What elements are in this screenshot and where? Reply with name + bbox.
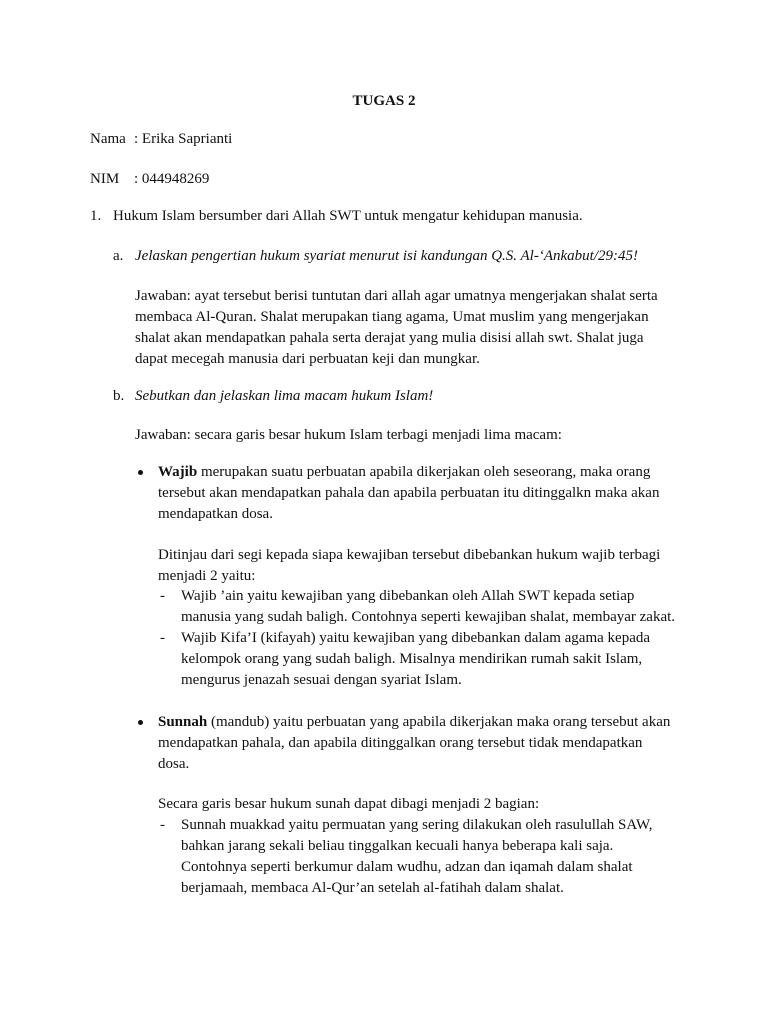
wajib-kifai-line: mengurus jenazah sesuai dengan syariat Islam. [181, 672, 462, 688]
part-a-answer-line: dapat mecegah manusia dari perbuatan keji dan mungkar. [135, 351, 480, 367]
sunnah-muakkad-line: bahkan jarang sekali beliau tinggalkan kecuali hanya beberapa kali saja. [181, 838, 614, 854]
part-b-question: Sebutkan dan jelaskan lima macam hukum Islam! [135, 388, 434, 404]
wajib-first-line [158, 462, 650, 483]
wajib-kifai-line: Wajib Kifa’I (kifayah) yaitu kewajiban yang dibebankan dalam agama kepada [181, 630, 651, 646]
part-a-answer-line: shalat akan mendapatkan pahala serta derajat yang mulia disisi allah swt. Shalat juga [135, 330, 644, 346]
wajib-term: Wajib [158, 464, 198, 480]
nim-value: : 044948269 [134, 171, 210, 187]
wajib-line: tersebut akan mendapatkan pahala dan apabila perbuatan itu ditinggalkn maka akan [158, 485, 660, 501]
sunnah-first-line [158, 712, 670, 733]
dash-marker: - [160, 588, 165, 604]
part-a-answer-line: Jawaban: ayat tersebut berisi tuntutan dari allah agar umatnya mengerjakan shalat serta [135, 288, 658, 304]
dash-marker: - [160, 817, 165, 833]
name-label: Nama [90, 131, 126, 147]
bullet-point [138, 470, 143, 475]
nim-field [90, 169, 209, 190]
nim-label: NIM [90, 171, 120, 187]
question-text: Hukum Islam bersumber dari Allah SWT untuk mengatur kehidupan manusia. [113, 208, 583, 224]
wajib-ain-line: manusia yang sudah baligh. Contohnya seperti kewajiban shalat, membayar zakat. [181, 609, 676, 625]
wajib-kifai-line: kelompok orang yang sudah baligh. Misalnya mendirikan rumah sakit Islam, [181, 651, 643, 667]
wajib-sub-intro: Ditinjau dari segi kepada siapa kewajiban tersebut dibebankan hukum wajib terbagi [158, 547, 661, 563]
sunnah-muakkad-line: Sunnah muakkad yaitu permuatan yang sering dilakukan oleh rasulullah SAW, [181, 817, 653, 833]
sunnah-first-line-rest: (mandub) yaitu perbuatan yang apabila dikerjakan maka orang tersebut akan [207, 714, 671, 730]
wajib-sub-intro: menjadi 2 yaitu: [158, 568, 256, 584]
wajib-first-line-rest: merupakan suatu perbuatan apabila dikerjakan oleh seseorang, maka orang [197, 464, 651, 480]
question-number: 1. [90, 208, 102, 224]
bullet-point [138, 720, 143, 725]
sunnah-sub-intro: Secara garis besar hukum sunah dapat dibagi menjadi 2 bagian: [158, 796, 540, 812]
part-a-question: Jelaskan pengertian hukum syariat menurut isi kandungan Q.S. Al-‘Ankabut/29:45! [135, 248, 638, 264]
part-a-answer-line: membaca Al-Quran. Shalat merupakan tiang agama, Umat muslim yang mengerjakan [135, 309, 649, 325]
part-b-answer-intro: Jawaban: secara garis besar hukum Islam terbagi menjadi lima macam: [135, 427, 562, 443]
name-value: : Erika Saprianti [134, 131, 233, 147]
wajib-line: mendapatkan dosa. [158, 506, 273, 522]
name-field [90, 129, 232, 150]
sunnah-muakkad-line: berjamaah, membaca Al-Qur’an setelah al-fatihah dalam shalat. [181, 880, 564, 896]
sunnah-muakkad-line: Contohnya seperti berkumur dalam wudhu, adzan dan iqamah dalam shalat [181, 859, 633, 875]
wajib-ain-line: Wajib ’ain yaitu kewajiban yang dibebankan oleh Allah SWT kepada setiap [181, 588, 635, 604]
dash-marker: - [160, 630, 165, 646]
part-a-marker: a. [113, 248, 124, 264]
document-title: TUGAS 2 [352, 93, 416, 109]
part-b-marker: b. [113, 388, 125, 404]
sunnah-line: dosa. [158, 756, 190, 772]
sunnah-term: Sunnah [158, 714, 208, 730]
sunnah-line: mendapatkan pahala, dan apabila ditinggalkan orang tersebut tidak mendapatkan [158, 735, 643, 751]
